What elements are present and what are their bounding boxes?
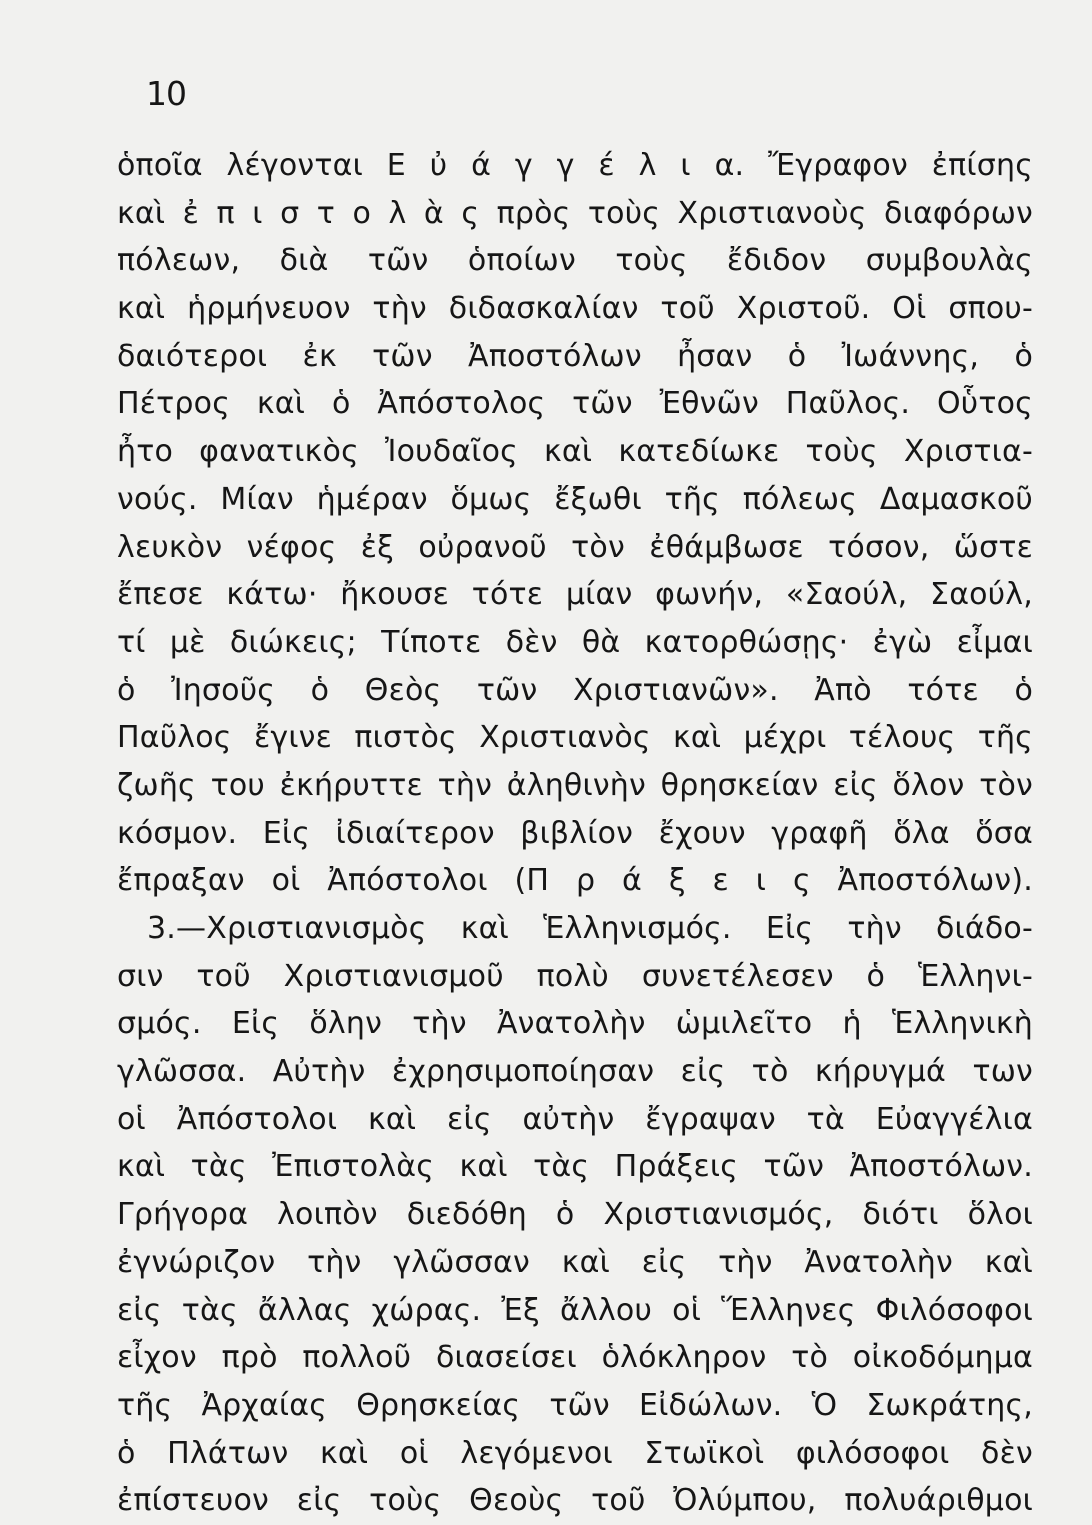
text-line: Πέτρος καὶ ὁ Ἀπόστολος τῶν Ἐθνῶν Παῦλος. Οὗτος [117, 386, 1033, 422]
text-line: νούς. Μίαν ἡμέραν ὅμως ἔξωθι τῆς πόλεως Δαμασκοῦ [117, 481, 1033, 517]
text-line: ὁ Πλάτων καὶ οἱ λεγόμενοι Στωϊκοὶ φιλόσοφοι δὲν [117, 1435, 1033, 1471]
text-line: ἐγνώριζον τὴν γλῶσσαν καὶ εἰς τὴν Ἀνατολὴν καὶ [117, 1244, 1033, 1280]
text-line: εἶχον πρὸ πολλοῦ διασείσει ὁλόκληρον τὸ οἰκοδόμημα [117, 1340, 1033, 1376]
body-text [117, 142, 1033, 1525]
text-line: οἱ Ἀπόστολοι καὶ εἰς αὐτὴν ἔγραψαν τὰ Εὐαγγέλια [117, 1101, 1033, 1137]
text-line: σιν τοῦ Χριστιανισμοῦ πολὺ συνετέλεσεν ὁ Ἑλληνι- [117, 958, 1033, 994]
section-heading-line: 3.—Χριστιανισμὸς καὶ Ἑλληνισμός. Εἰς τὴν διάδο- [147, 911, 1033, 946]
text-line: κόσμον. Εἰς ἰδιαίτερον βιβλίον ἔχουν γραφῆ ὅλα ὅσα [117, 815, 1033, 851]
text-line: ὁποῖα λέγονται Ε ὐ ά γ γ έ λ ι α. Ἔγραφον ἐπίσης [117, 148, 1033, 183]
text-line: εἰς τὰς ἄλλας χώρας. Ἐξ ἄλλου οἱ Ἕλληνες Φιλόσοφοι [117, 1292, 1033, 1328]
text-line: πόλεων, διὰ τῶν ὁποίων τοὺς ἔδιδον συμβουλὰς [117, 243, 1033, 279]
text-line: ἔπραξαν οἱ Ἀπόστολοι (Π ρ ά ξ ε ι ς Ἀποστόλων). [117, 863, 1033, 899]
text-line: ἔπεσε κάτω· ἤκουσε τότε μίαν φωνήν, «Σαούλ, Σαούλ, [117, 577, 1033, 613]
text-line: ἐπίστευον εἰς τοὺς Θεοὺς τοῦ Ὀλύμπου, πολυάριθμοι [117, 1483, 1033, 1519]
text-line: ζωῆς του ἐκήρυττε τὴν ἀληθινὴν θρησκείαν εἰς ὅλον τὸν [117, 767, 1033, 803]
text-line: γλῶσσα. Αὐτὴν ἐχρησιμοποίησαν εἰς τὸ κήρυγμά των [117, 1054, 1033, 1090]
text-line: λευκὸν νέφος ἐξ οὐρανοῦ τὸν ἐθάμβωσε τόσον, ὥστε [117, 529, 1033, 565]
text-line: Γρήγορα λοιπὸν διεδόθη ὁ Χριστιανισμός, διότι ὅλοι [117, 1197, 1033, 1233]
text-line: καὶ ἐ π ι σ τ ο λ ὰ ς πρὸς τοὺς Χριστιανοὺς διαφόρων [117, 195, 1033, 231]
text-line: καὶ ἡρμήνευον τὴν διδασκαλίαν τοῦ Χριστοῦ. Οἱ σπου- [117, 291, 1033, 327]
text-line: τί μὲ διώκεις; Τίποτε δὲν θὰ κατορθώσῃς· ἐγὼ εἶμαι [117, 624, 1033, 660]
text-line: ὁ Ἰησοῦς ὁ Θεὸς τῶν Χριστιανῶν». Ἀπὸ τότε ὁ [117, 672, 1033, 708]
text-line: ἦτο φανατικὸς Ἰουδαῖος καὶ κατεδίωκε τοὺς Χριστια- [117, 434, 1033, 470]
text-line: τῆς Ἀρχαίας Θρησκείας τῶν Εἰδώλων. Ὁ Σωκράτης, [117, 1387, 1033, 1423]
text-line: καὶ τὰς Ἐπιστολὰς καὶ τὰς Πράξεις τῶν Ἀποστόλων. [117, 1149, 1033, 1185]
page-number: 10 [146, 74, 186, 113]
text-line: δαιότεροι ἐκ τῶν Ἀποστόλων ἦσαν ὁ Ἰωάννης, ὁ [117, 338, 1033, 374]
text-line: Παῦλος ἔγινε πιστὸς Χριστιανὸς καὶ μέχρι τέλους τῆς [117, 720, 1033, 756]
text-line: σμός. Εἰς ὅλην τὴν Ἀνατολὴν ὡμιλεῖτο ἡ Ἑλληνικὴ [117, 1006, 1033, 1042]
